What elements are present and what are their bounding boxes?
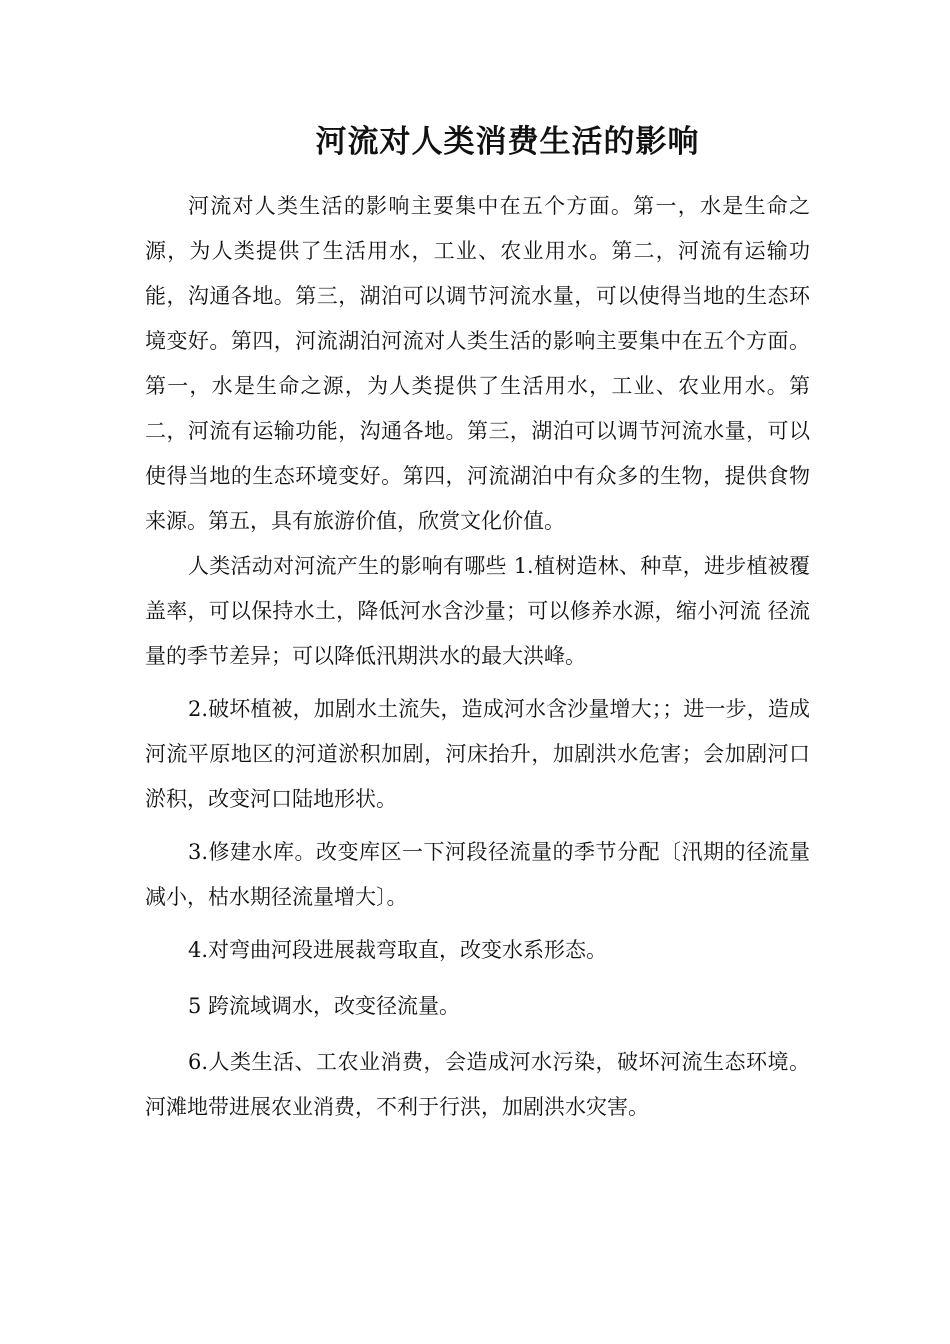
paragraph-3: 2.破坏植被，加剧水土流失，造成河水含沙量增大；；进一步，造成河流平原地区的河道淤积加剧，河床抬升，加剧洪水危害；会加剧河口淤积，改变河口陆地形状。 bbox=[145, 697, 810, 811]
paragraph-7: 6.人类生活、工农业消费，会造成河水污染，破坏河流生态环境。河滩地带进展农业消费，不利于行洪，加剧洪水灾害。 bbox=[145, 1050, 810, 1119]
paragraph-4: 3.修建水库。改变库区一下河段径流量的季节分配〔汛期的径流量减小，枯水期径流量增大〕。 bbox=[145, 840, 810, 909]
paragraph-1: 河流对人类生活的影响主要集中在五个方面。第一，水是生命之源，为人类提供了生活用水，工业、农业用水。第二，河流有运输功能，沟通各地。第三，湖泊可以调节河流水量，可以使得当地的生态环境变好。第四，河流湖泊河流对人类生活的影响主要集中在五个方面。第一，水是生命之源，为人类提供了生活用水，工业、农业用水。第二，河流有运输功能，沟通各地。第三，湖泊可以调节河流水量，可以使得当地的生态环境变好。第四，河流湖泊中有众多的生物，提供食物来源。第五，具有旅游价值，欣赏文化价值。 bbox=[145, 194, 810, 533]
document-title: 河流对人类消费生活的影响 bbox=[315, 124, 700, 160]
document-page bbox=[145, 118, 810, 1130]
paragraph-2: 人类活动对河流产生的影响有哪些 1.植树造林、种草，进步植被覆盖率，可以保持水土，降低河水含沙量；可以修养水源，缩小河流 径流量的季节差异；可以降低汛期洪水的最大洪峰。 bbox=[145, 554, 810, 668]
paragraph-6: 5 跨流域调水，改变径流量。 bbox=[188, 994, 461, 1018]
paragraph-5: 4.对弯曲河段进展裁弯取直，改变水系形态。 bbox=[188, 938, 608, 962]
